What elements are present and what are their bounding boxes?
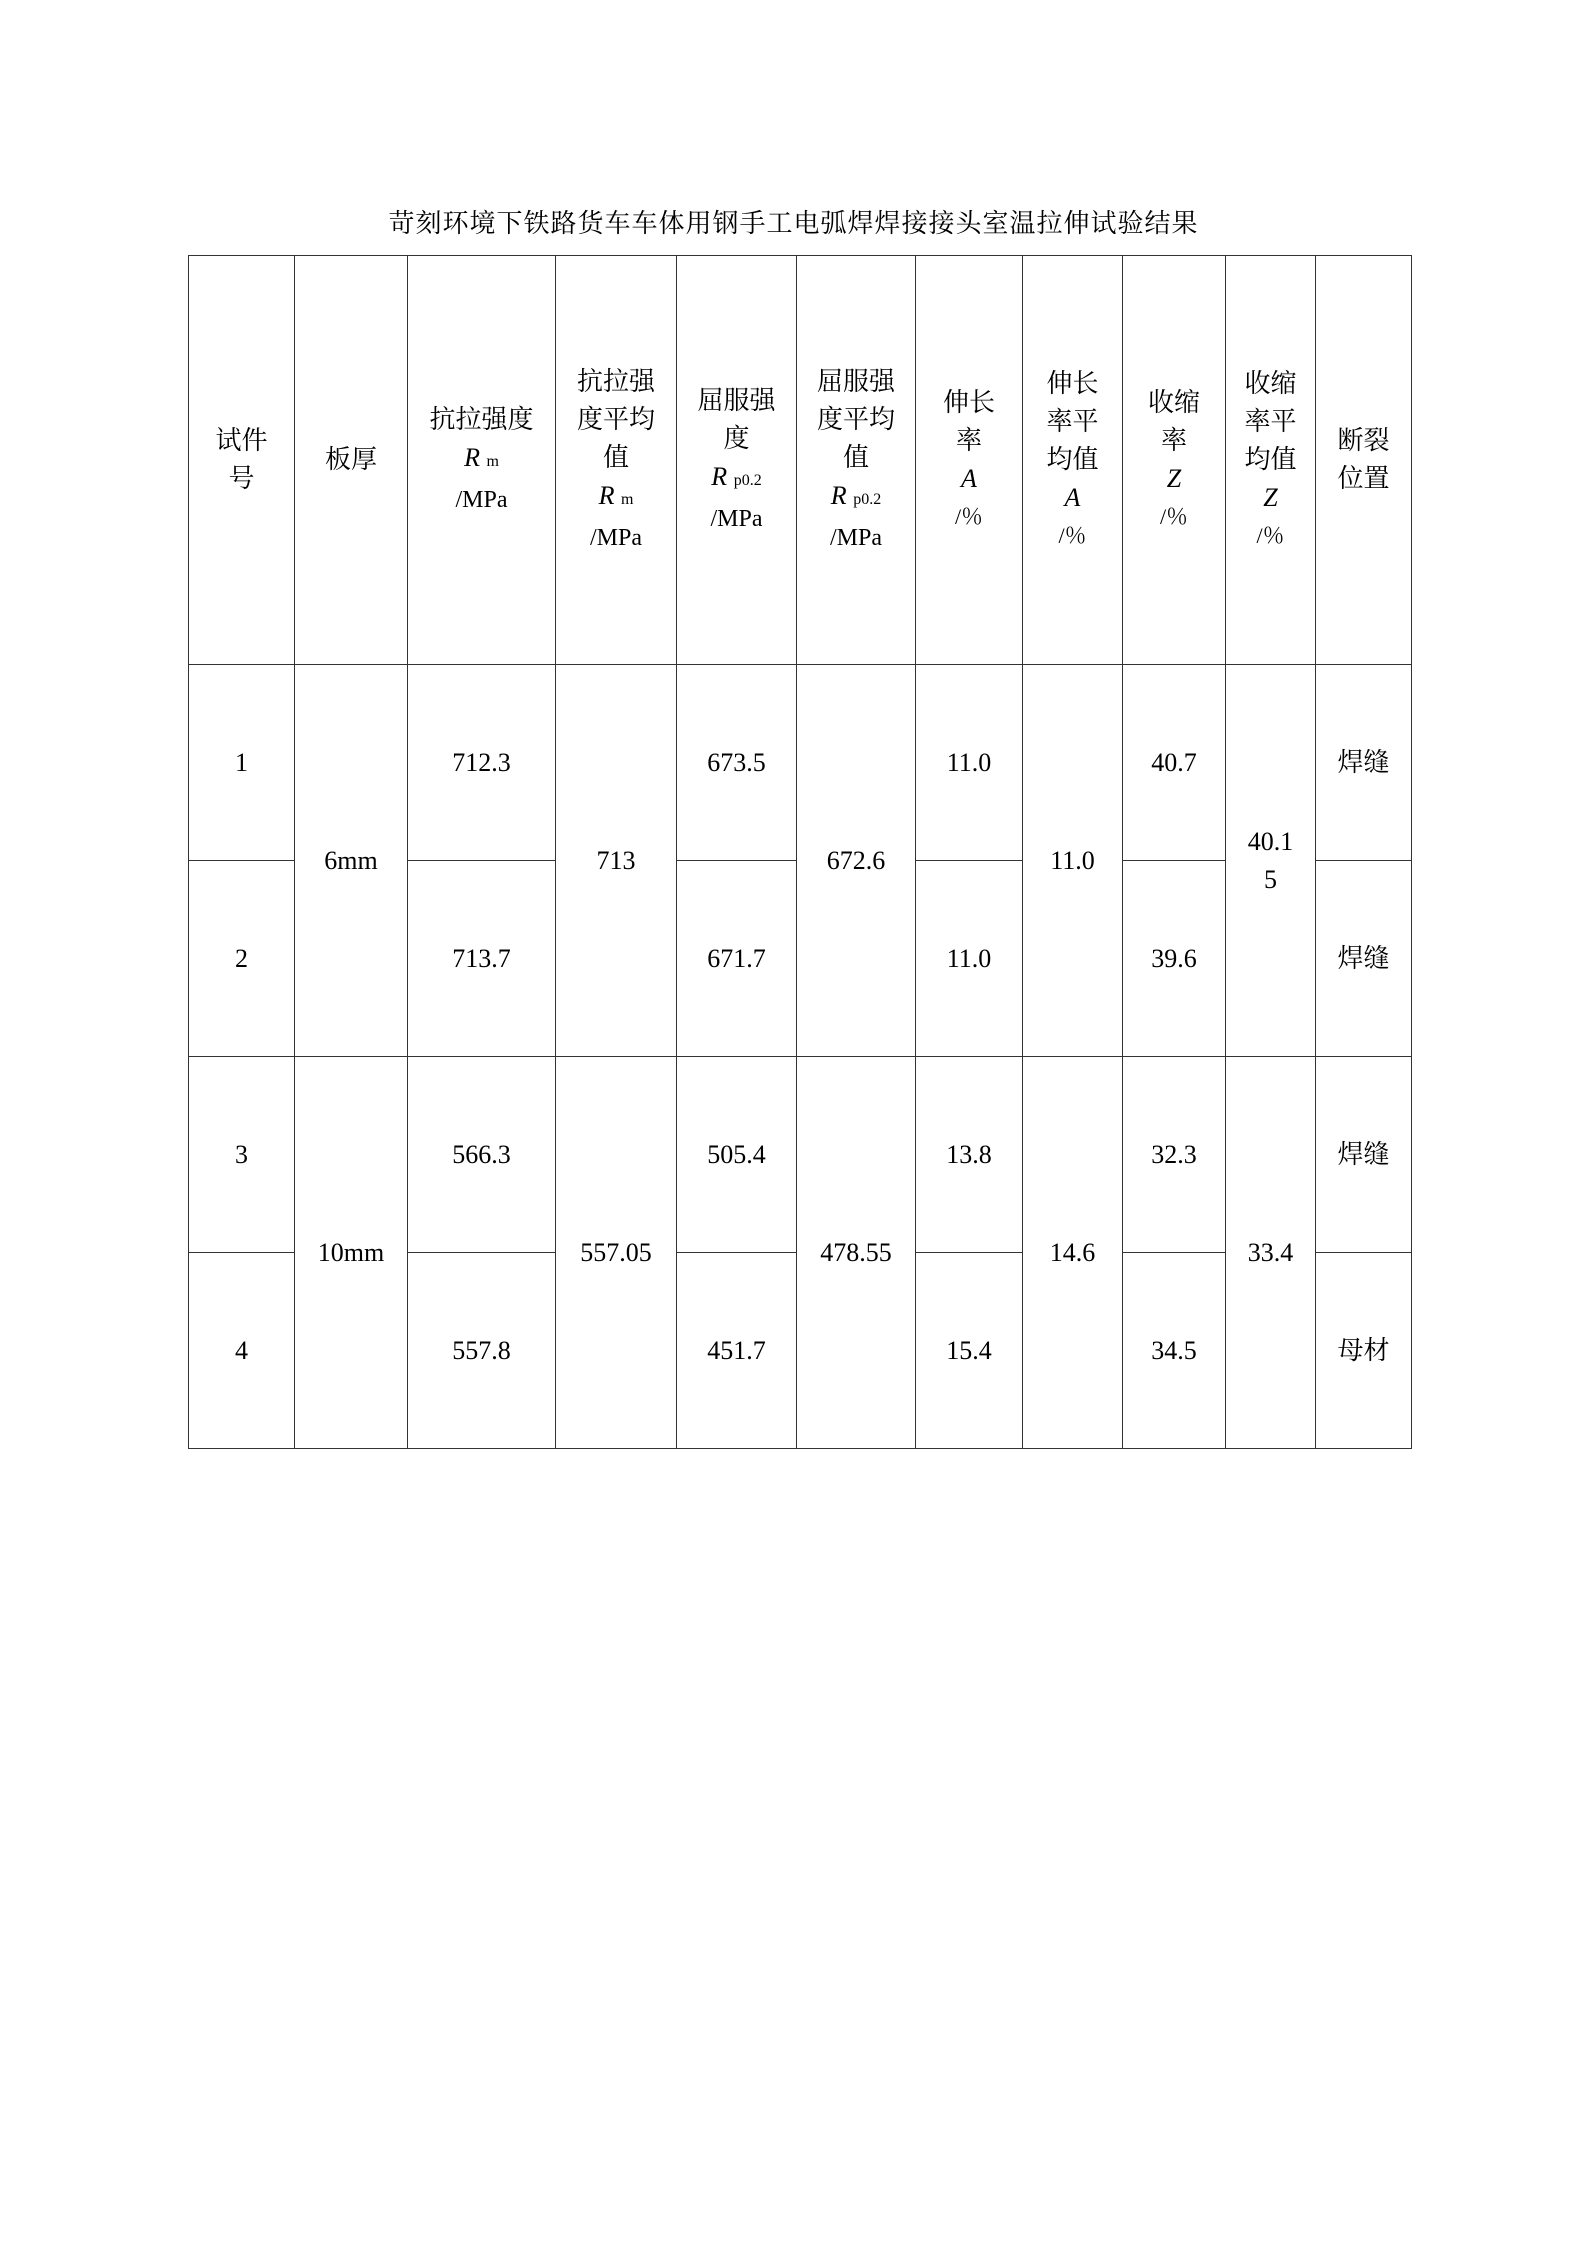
reduction-avg: 33.4 — [1226, 1057, 1316, 1449]
fracture-location: 焊缝 — [1316, 665, 1412, 861]
plate-thickness: 10mm — [295, 1057, 408, 1449]
elongation-avg: 11.0 — [1023, 665, 1123, 1057]
reduction: 40.7 — [1123, 665, 1226, 861]
header-yield-strength: 屈服强 度 R p0.2 /MPa — [677, 256, 797, 665]
tensile-strength: 557.8 — [408, 1253, 556, 1449]
yield-strength: 451.7 — [677, 1253, 797, 1449]
yield-strength: 673.5 — [677, 665, 797, 861]
yield-strength-avg: 478.55 — [797, 1057, 916, 1449]
specimen-id: 2 — [189, 861, 295, 1057]
header-elongation-avg: 伸长 率平 均值 A /％ — [1023, 256, 1123, 665]
tensile-strength: 712.3 — [408, 665, 556, 861]
tensile-strength: 713.7 — [408, 861, 556, 1057]
fracture-location: 母材 — [1316, 1253, 1412, 1449]
table-row — [189, 665, 1412, 763]
tensile-results-table — [188, 255, 1412, 1449]
header-reduction-avg: 收缩 率平 均值 Z /％ — [1226, 256, 1316, 665]
header-reduction: 收缩 率 Z /％ — [1123, 256, 1226, 665]
reduction: 39.6 — [1123, 861, 1226, 1057]
header-fracture-location: 断裂 位置 — [1316, 256, 1412, 665]
tensile-strength-avg: 713 — [556, 665, 677, 1057]
yield-strength: 671.7 — [677, 861, 797, 1057]
header-tensile-strength: 抗拉强度 R m /MPa — [408, 256, 556, 665]
elongation: 13.8 — [916, 1057, 1023, 1253]
document-title: 苛刻环境下铁路货车车体用钢手工电弧焊焊接接头室温拉伸试验结果 — [388, 209, 1199, 238]
specimen-id: 4 — [189, 1253, 295, 1449]
yield-strength: 505.4 — [677, 1057, 797, 1253]
header-yield-strength-avg: 屈服强 度平均 值 R p0.2 /MPa — [797, 256, 916, 665]
tensile-strength-avg: 557.05 — [556, 1057, 677, 1449]
header-specimen: 试件 号 — [189, 256, 295, 665]
header-row — [189, 256, 1412, 665]
tensile-strength: 566.3 — [408, 1057, 556, 1253]
specimen-id: 3 — [189, 1057, 295, 1253]
fracture-location: 焊缝 — [1316, 861, 1412, 1057]
header-thickness: 板厚 — [295, 256, 408, 665]
fracture-location: 焊缝 — [1316, 1057, 1412, 1253]
specimen-id: 1 — [189, 665, 295, 861]
yield-strength-avg: 672.6 — [797, 665, 916, 1057]
header-tensile-strength-avg: 抗拉强 度平均 值 R m /MPa — [556, 256, 677, 665]
elongation: 11.0 — [916, 665, 1023, 861]
reduction: 32.3 — [1123, 1057, 1226, 1253]
elongation: 15.4 — [916, 1253, 1023, 1449]
elongation-avg: 14.6 — [1023, 1057, 1123, 1449]
reduction-avg: 40.1 5 — [1226, 665, 1316, 1057]
reduction: 34.5 — [1123, 1253, 1226, 1449]
table-row — [189, 1057, 1412, 1155]
header-elongation: 伸长 率 A /％ — [916, 256, 1023, 665]
elongation: 11.0 — [916, 861, 1023, 1057]
plate-thickness: 6mm — [295, 665, 408, 1057]
